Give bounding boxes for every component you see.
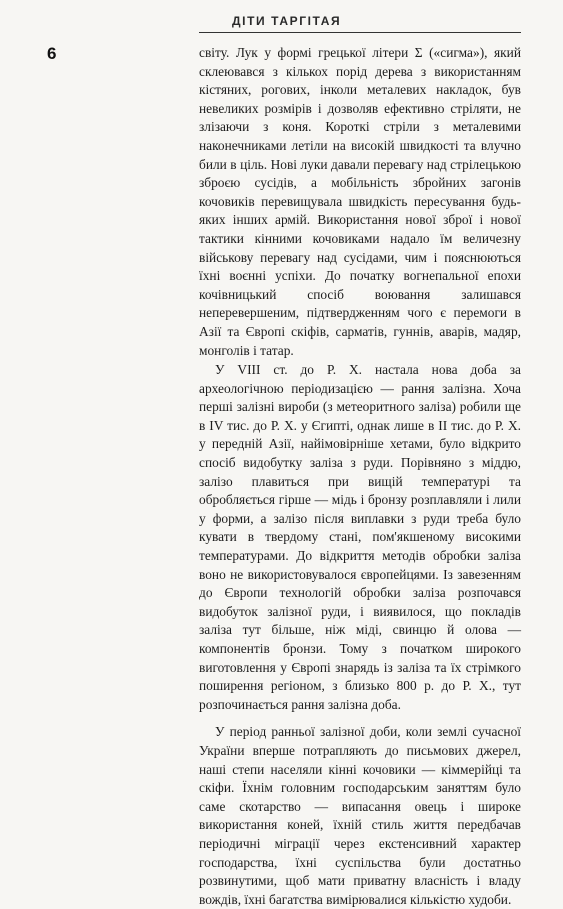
main-text — [199, 44, 521, 909]
page-number: 6 — [47, 44, 57, 63]
paragraph-2: У VIII ст. до Р. Х. настала нова доба за археологічною періодизацією — рання залізна. Хоча перші залізні вироби (з метеоритного заліза) робили ще в IV тис. до Р. Х. у Єгипті, однак лише в II тис. до Р. Х. у передній Азії, найімовірніше хетами, було відкрито спосіб видобутку заліза з руди. Порівняно з міддю, залізо плавиться при вищій температурі та обробляється гірше — мідь і бронзу розплавляли і лили у форми, а залізо після виплавки з руди треба було кувати в твердому стані, пом'якшеному високими температурами. До відкриття методів обробки заліза воно не використовувалося європейцями. Із завезенням до Європи технологій обробки заліза розпочався видобуток залізної руди, і виявилося, що покладів заліза тут більше, ніж міді, свинцю й олова — компонентів бронзи. Тому з початком широкого виготовлення у Європі знарядь із заліза та їх стрімкого поширення регіоном, з близько 800 р. до Р. Х., тут розпочинається рання залізна доба. — [199, 362, 521, 712]
header-rule — [199, 32, 521, 33]
paragraph-3: У період ранньої залізної доби, коли землі сучасної України вперше потрапляють до письмових джерел, наші степи населяли кінні кочовики — кіммерійці та скіфи. Їхнім головним господарським заняттям було саме скотарство — випасання овець і широке використання коней, їхній стиль життя передбачав періодичні міграції через екстенсивний характер господарства, їхні суспільства були достатньо розвинутими, щоб мати приватну власність і владу вождів, їхні багатства вимірювалися кількістю худоби. — [199, 724, 521, 907]
paragraph-1: світу. Лук у формі грецької літери Σ («сигма»), який склеювався з кількох порід дерева з використанням кістяних, рогових, інколи металевих накладок, був невеликих розмірів і дозволяв ефективно стріляти, не злізаючи з коня. Короткі стріли з металевими наконечниками летіли на високій швидкості та влучно били в ціль. Нові луки давали перевагу над стрілецькою зброєю сусідів, а мобільність збройних загонів кочовиків перевищувала швидкість пересування будь-яких інших армій. Використання нової зброї і нової тактики кінними кочовиками надало їм величезну військову перевагу над сусідами, чим і пояснюються їхні воєнні успіхи. До початку вогнепальної епохи кочівницький спосіб воювання залишався неперевершеним, підтвердженням чого є перемоги в Азії та Європі скіфів, сарматів, гуннів, аварів, мадяр, монголів і татар. — [199, 45, 521, 358]
running-title: ДІТИ ТАРГІТАЯ — [232, 14, 342, 28]
